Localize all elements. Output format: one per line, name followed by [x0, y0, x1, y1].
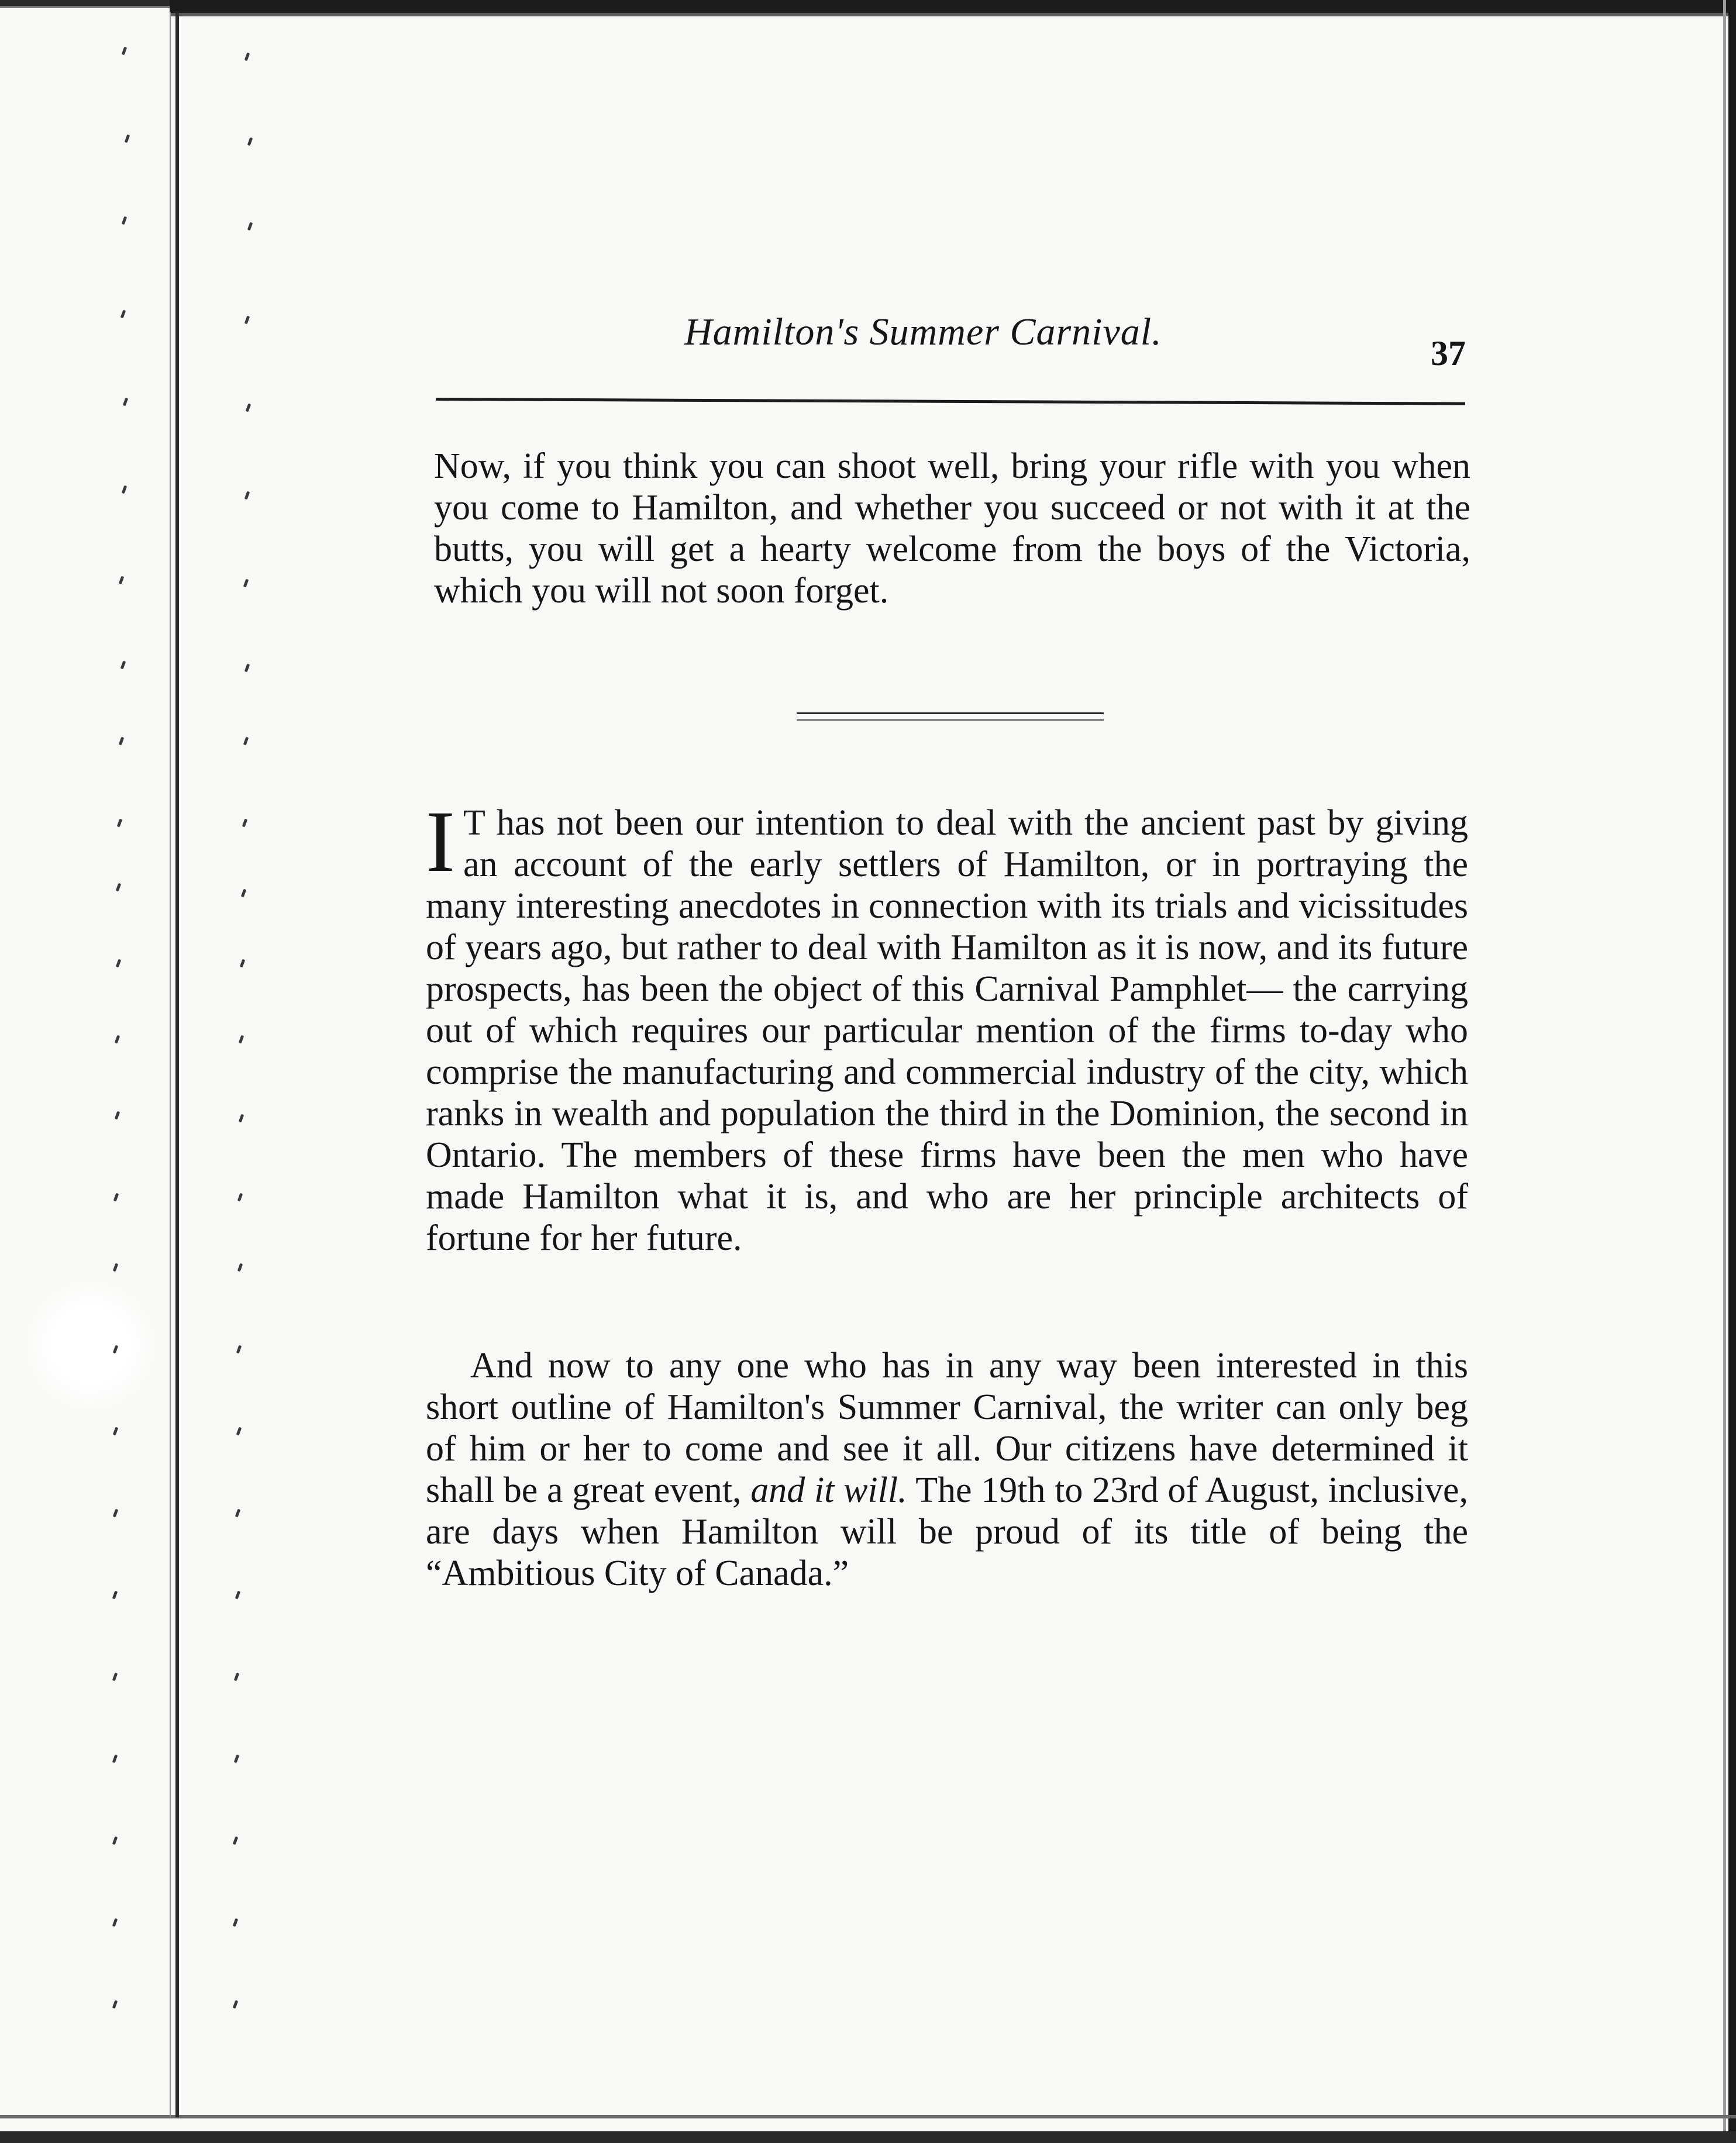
binding-tick: [237, 1263, 243, 1272]
binding-tick: [112, 1673, 118, 1682]
binding-tick: [112, 1591, 118, 1600]
section-separator-rule: [797, 712, 1104, 714]
binding-tick: [236, 1427, 242, 1436]
binding-tick: [234, 1673, 239, 1682]
binding-tick: [240, 959, 245, 968]
binding-tick: [247, 137, 253, 146]
paragraph-carnival-intention: [426, 793, 1468, 1259]
binding-tick: [113, 1193, 119, 1202]
binding-tick: [119, 737, 124, 746]
binding-tick: [246, 404, 251, 412]
binding-tick: [244, 491, 250, 500]
scan-smudge: [23, 1275, 158, 1415]
binding-tick: [243, 579, 249, 588]
binding-tick: [115, 1035, 120, 1044]
gutter-binding-line: [175, 12, 179, 2117]
closing-text-end: The 19th to 23rd of August, inclusive, are days when Hamilton will be proud of its title of being the “Ambitious City of Canada.”: [426, 1470, 1468, 1593]
binding-tick: [234, 1755, 239, 1763]
binding-tick: [113, 1263, 118, 1272]
scan-top-edge-left: [0, 0, 170, 12]
paragraph-rifle-invitation: Now, if you think you can shoot well, bring your rifle with you when you come to Hamilton, and whether you succeed or not with it at the butts, you will get a hearty welcome from the boys of the Victoria, which you will not soon forget.: [434, 446, 1470, 611]
binding-tick: [241, 889, 246, 898]
closing-text-start: And now to any one who has in any way been interested in this short outline of Hamilton's Summer Carnival, the writer can only beg of him or her to come and see it all. Our citizens have determined it shall be a great event,: [426, 1346, 1468, 1510]
closing-emphasis: and it will.: [750, 1470, 907, 1510]
paragraph-closing-invitation: [426, 1345, 1468, 1594]
binding-tick: [113, 1427, 118, 1436]
binding-tick: [243, 737, 249, 746]
binding-tick: [122, 47, 127, 56]
paragraph-carnival-intention-text: T has not been our intention to deal with the ancient past by giving an account of the early settlers of Hamilton, or in portraying the many interesting anecdotes in connection with its trials and vicissitudes of years ago, but rather to deal with Hamilton as it is now, and its future prospects, has been the object of this Carnival Pamphlet— the carrying out of which requires our particular mention of the firms to-day who comprise the manufacturing and commercial industry of the city, which ranks in wealth and population the third in the Dominion, the second in Ontario. The members of these firms have been the men who have made Hamilton what it is, and who are her principle architects of fortune for her future.: [426, 803, 1468, 1258]
scan-bottom-edge: [0, 2108, 1736, 2143]
binding-tick: [122, 485, 127, 494]
binding-tick: [235, 1591, 240, 1600]
binding-tick: [236, 1345, 242, 1354]
binding-tick: [244, 316, 250, 325]
binding-tick: [120, 661, 126, 670]
binding-tick: [112, 2000, 118, 2009]
binding-tick: [115, 1111, 120, 1120]
binding-tick: [237, 1193, 243, 1202]
binding-tick: [120, 310, 126, 319]
binding-tick: [239, 1035, 244, 1044]
binding-tick: [116, 959, 121, 968]
binding-tick: [233, 1918, 238, 1927]
binding-tick: [112, 1837, 118, 1845]
scan-right-edge: [1723, 0, 1736, 2143]
scan-top-edge: [170, 0, 1736, 20]
binding-tick: [122, 216, 127, 225]
binding-tick: [233, 1837, 238, 1845]
binding-tick: [244, 664, 250, 673]
binding-tick: [239, 1114, 244, 1123]
binding-tick: [244, 53, 250, 61]
binding-tick: [233, 2000, 238, 2009]
page-number: 37: [1431, 334, 1466, 373]
binding-tick: [112, 1755, 118, 1763]
binding-tick: [123, 398, 128, 406]
binding-tick: [117, 819, 122, 828]
binding-tick: [235, 1509, 240, 1518]
binding-tick: [112, 1918, 118, 1927]
binding-tick: [247, 222, 253, 231]
binding-tick: [125, 135, 130, 143]
header-rule: [436, 398, 1465, 405]
gutter-shadow-line: [170, 12, 171, 2117]
section-separator-rule: [797, 719, 1104, 721]
running-head-title: Hamilton's Summer Carnival.: [684, 311, 1162, 353]
drop-cap: I: [426, 793, 455, 890]
binding-tick: [242, 819, 247, 828]
binding-tick: [116, 883, 121, 892]
binding-tick: [113, 1509, 118, 1518]
binding-tick: [119, 576, 124, 585]
